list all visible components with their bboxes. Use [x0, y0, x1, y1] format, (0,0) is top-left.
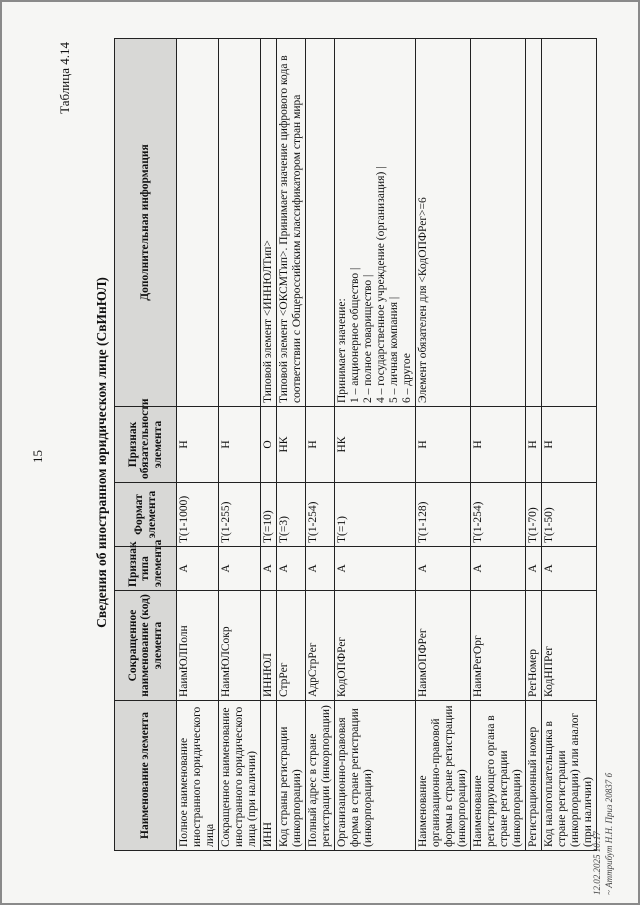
cell-required: О [261, 407, 277, 483]
table-row [277, 39, 306, 851]
cell-format: T(1-128) [416, 483, 471, 547]
cell-info [219, 39, 261, 407]
cell-info [542, 39, 597, 407]
page-number: 15 [30, 450, 45, 463]
table-title: Сведения об иностранном юридическом лице (СвИнЮЛ) [94, 277, 109, 628]
info-list-line: 5 – личная компания | [388, 296, 400, 403]
table-row [416, 39, 471, 851]
cell-required: Н [219, 407, 261, 483]
info-list-line: 4 – государственное учреждение (организация) | [375, 166, 387, 403]
header-additional-info: Дополнительная информация [115, 39, 177, 407]
cell-name: Полный адрес в стране регистрации (инкорпорации) [306, 701, 335, 851]
cell-type: А [306, 547, 335, 591]
cell-name: Код страны регистрации (инкорпорации) [277, 701, 306, 851]
cell-info-list [335, 39, 416, 407]
cell-required: Н [542, 407, 597, 483]
header-element-name: Наименование элемента [115, 701, 177, 851]
cell-required: Н [306, 407, 335, 483]
table-row [306, 39, 335, 851]
cell-type: А [277, 547, 306, 591]
cell-info [177, 39, 219, 407]
cell-type: А [526, 547, 542, 591]
print-stamp-date: 12.02.2025 10:17 [592, 831, 602, 895]
table-number: Таблица 4.14 [57, 42, 72, 114]
header-element-required: Признак обязательности элемента [115, 407, 177, 483]
cell-code: КодОПФРег [335, 591, 416, 701]
cell-code: НаимРегОрг [471, 591, 526, 701]
info-list-line: 6 – другое [401, 353, 413, 403]
cell-name: Регистрационный номер [526, 701, 542, 851]
cell-format: T(=1) [335, 483, 416, 547]
table-row [335, 39, 416, 851]
cell-code: ИННЮЛ [261, 591, 277, 701]
cell-type: А [219, 547, 261, 591]
cell-required: НК [277, 407, 306, 483]
cell-required: Н [177, 407, 219, 483]
cell-info: Элемент обязателен для <КодОПФРег>=6 [416, 39, 471, 407]
elements-table [114, 38, 597, 851]
cell-name: ИНН [261, 701, 277, 851]
cell-name: Наименование регистрирующего органа в стране регистрации (инкорпорации) [471, 701, 526, 851]
cell-format: T(1-1000) [177, 483, 219, 547]
cell-required: Н [416, 407, 471, 483]
cell-format: T(1-254) [306, 483, 335, 547]
cell-code: РегНомер [526, 591, 542, 701]
cell-code: АдрСтрРег [306, 591, 335, 701]
cell-info [471, 39, 526, 407]
cell-name: Организационно-правовая форма в стране регистрации (инкорпорации) [335, 701, 416, 851]
cell-format: T(1-50) [542, 483, 597, 547]
cell-format: T(1-255) [219, 483, 261, 547]
cell-name: Наименование организационно-правовой формы в стране регистрации (инкорпорации) [416, 701, 471, 851]
rotated-page-content [2, 2, 638, 903]
info-list-line: Принимает значение: [336, 298, 348, 403]
table-row [261, 39, 277, 851]
table-header-row [115, 39, 177, 851]
info-list-line: 1 – акционерное общество | [349, 267, 361, 403]
cell-code: НаимЮЛСокр [219, 591, 261, 701]
cell-code: КодНПРег [542, 591, 597, 701]
table-row [526, 39, 542, 851]
cell-info: Типовой элемент <ИННЮЛТип> [261, 39, 277, 407]
table-row [177, 39, 219, 851]
cell-type: А [335, 547, 416, 591]
print-stamp-author: ~ Аттрибут Н.Н. Приз 20837 б [604, 772, 614, 895]
cell-format: T(=10) [261, 483, 277, 547]
cell-name: Сокращенное наименование иностранного юридического лица (при наличии) [219, 701, 261, 851]
cell-type: А [471, 547, 526, 591]
cell-type: А [261, 547, 277, 591]
cell-info: Типовой элемент <ОКСМТип>. Принимает значение цифрового кода в соответствии с Общероссийским классификатором стран мира [277, 39, 306, 407]
cell-info [526, 39, 542, 407]
cell-format: T(1-254) [471, 483, 526, 547]
cell-name: Код налогоплательщика в стране регистрации (инкорпорации) или аналог (при наличии) [542, 701, 597, 851]
cell-type: А [542, 547, 597, 591]
header-element-format: Формат элемента [115, 483, 177, 547]
cell-format: T(1-70) [526, 483, 542, 547]
cell-info [306, 39, 335, 407]
cell-type: А [177, 547, 219, 591]
cell-code: СтрРег [277, 591, 306, 701]
table-row [471, 39, 526, 851]
header-element-code: Сокращенное наименование (код) элемента [115, 591, 177, 701]
cell-required: Н [526, 407, 542, 483]
header-element-type: Признак типа элемента [115, 547, 177, 591]
cell-type: А [416, 547, 471, 591]
cell-required: НК [335, 407, 416, 483]
cell-format: T(=3) [277, 483, 306, 547]
cell-required: Н [471, 407, 526, 483]
info-list-line: 2 – полное товарищество | [362, 274, 374, 403]
table-row [219, 39, 261, 851]
cell-name: Полное наименование иностранного юридического лица [177, 701, 219, 851]
cell-code: НаимЮЛПолн [177, 591, 219, 701]
document-page [2, 2, 638, 903]
cell-code: НаимОПФРег [416, 591, 471, 701]
table-row [542, 39, 597, 851]
